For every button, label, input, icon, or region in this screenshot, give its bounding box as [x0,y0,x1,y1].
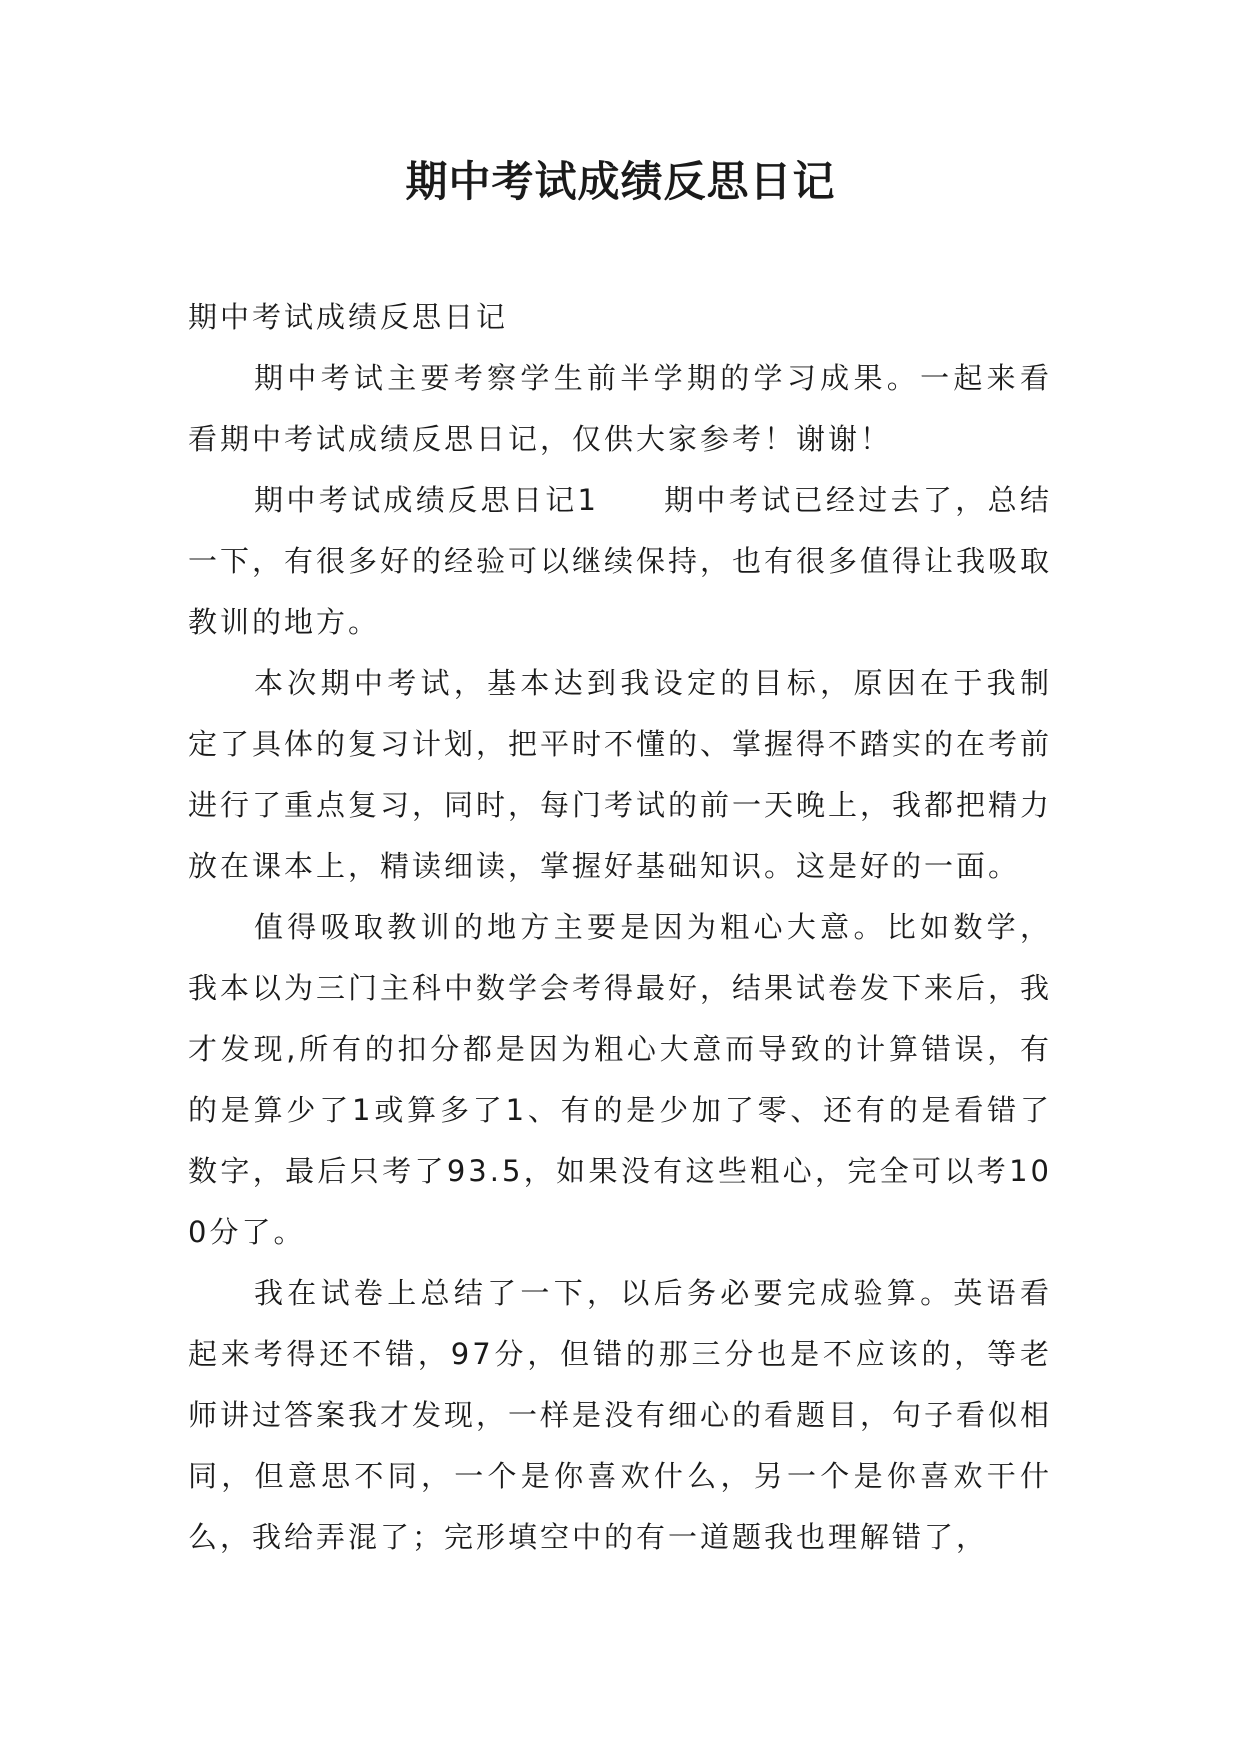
paragraph: 期中考试成绩反思日记1 期中考试已经过去了，总结一下，有很多好的经验可以继续保持，也有很多值得让我吸取教训的地方。 [188,483,1053,639]
document-body [188,287,1052,1568]
paragraph: 值得吸取教训的地方主要是因为粗心大意。比如数学，我本以为三门主科中数学会考得最好，结果试卷发下来后，我才发现,所有的扣分都是因为粗心大意而导致的计算错误，有的是算少了1或算多了1、有的是少加了零、还有的是看错了数字，最后只考了93.5，如果没有这些粗心，完全可以考100分了。 [188,910,1053,1249]
paragraph: 我在试卷上总结了一下，以后务必要完成验算。英语看起来考得还不错，97分，但错的那三分也是不应该的，等老师讲过答案我才发现，一样是没有细心的看题目，句子看似相同，但意思不同，一个是你喜欢什么，另一个是你喜欢干什么，我给弄混了；完形填空中的有一道题我也理解错了， [188,1276,1053,1554]
document-subtitle: 期中考试成绩反思日记 [188,300,509,334]
page-title: 期中考试成绩反思日记 [405,157,836,206]
paragraph: 期中考试主要考察学生前半学期的学习成果。一起来看看期中考试成绩反思日记，仅供大家参考！谢谢！ [188,361,1052,456]
paragraph: 本次期中考试，基本达到我设定的目标，原因在于我制定了具体的复习计划，把平时不懂的、掌握得不踏实的在考前进行了重点复习，同时，每门考试的前一天晚上，我都把精力放在课本上，精读细读，掌握好基础知识。这是好的一面。 [188,666,1053,883]
